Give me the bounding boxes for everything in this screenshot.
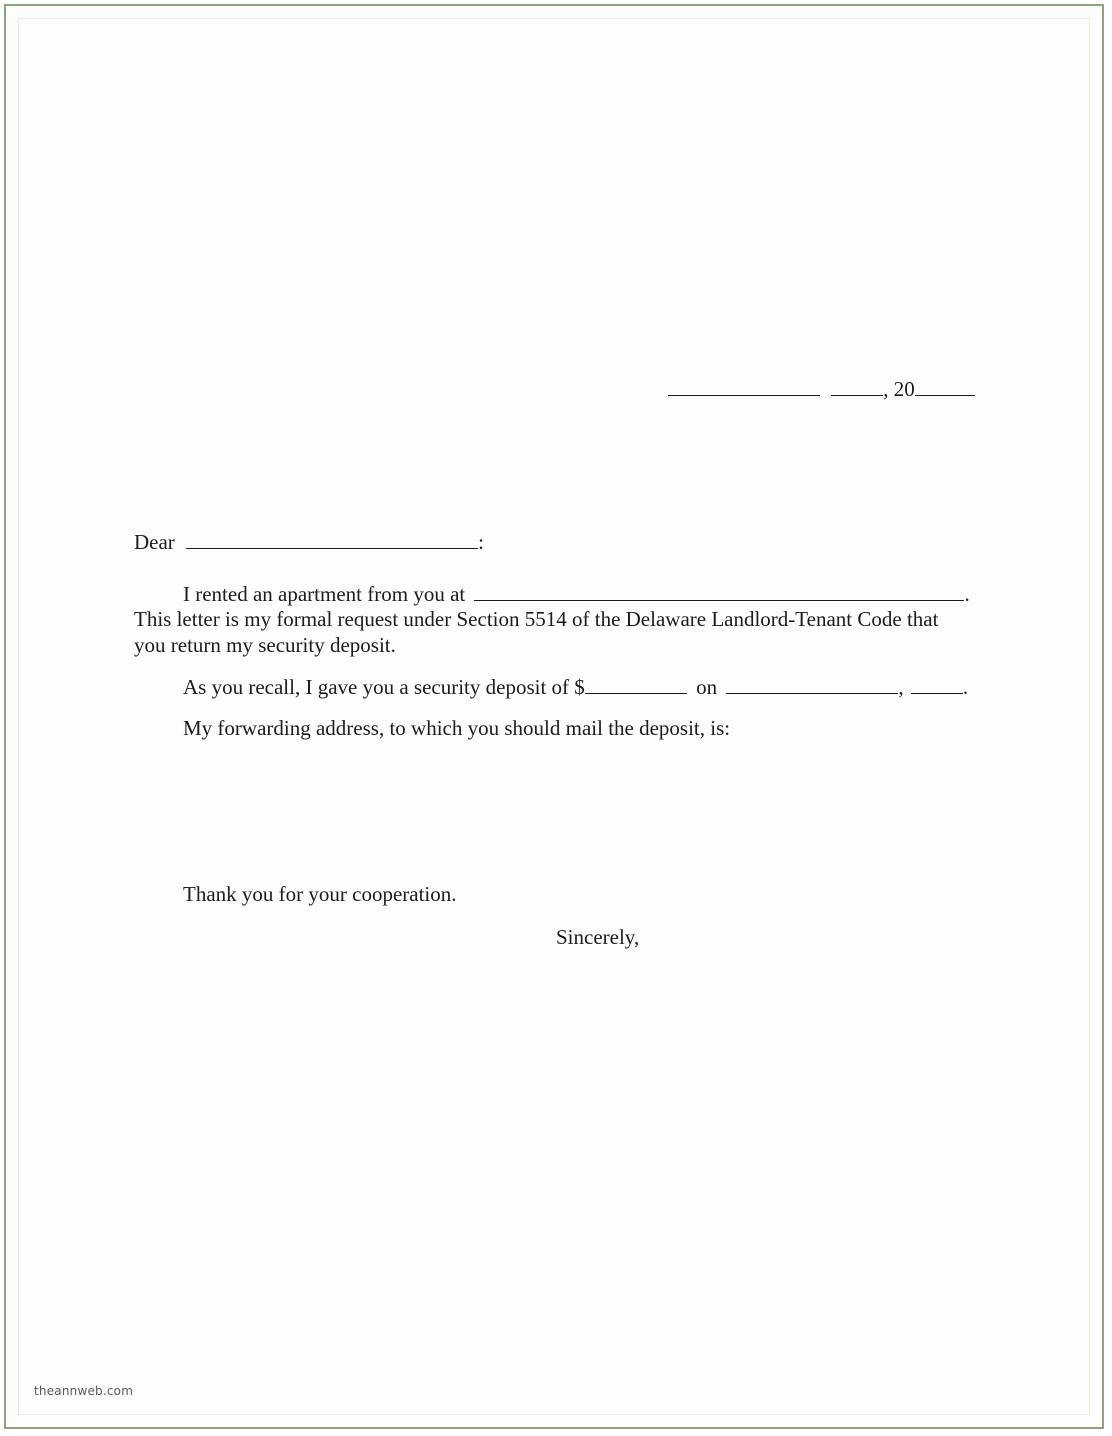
para1-line1-text: I rented an apartment from you at	[183, 582, 466, 606]
closing-line	[556, 924, 639, 950]
salutation-line	[134, 529, 484, 555]
para2-end: .	[962, 675, 969, 699]
para1-line1	[183, 581, 970, 607]
deposit-amount-blank	[585, 674, 687, 694]
deposit-date-blank	[726, 674, 898, 694]
date-month-blank	[668, 376, 820, 396]
date-year-prefix: , 20	[883, 377, 915, 401]
date-year-blank	[915, 376, 975, 396]
apartment-address-blank	[474, 581, 964, 601]
para3-text: My forwarding address, to which you should mail the deposit, is:	[183, 716, 731, 740]
para2-comma: ,	[898, 675, 904, 699]
para3-line	[183, 715, 730, 741]
recipient-name-blank	[186, 529, 478, 549]
para1-line3-text: you return my security deposit.	[134, 633, 396, 657]
para2-line	[183, 674, 968, 700]
date-line	[668, 376, 975, 402]
para1-line2	[134, 606, 938, 632]
closing-text: Sincerely,	[556, 925, 640, 949]
salutation-text: Dear	[134, 530, 175, 554]
para1-line1-end: .	[964, 582, 970, 606]
deposit-year-blank	[911, 674, 963, 694]
salutation-colon: :	[478, 530, 484, 554]
date-day-blank	[831, 376, 883, 396]
para1-line2-text: This letter is my formal request under Section 5514 of the Delaware Landlord-Tenant Code that	[134, 607, 939, 631]
para2-on-text: on	[696, 675, 718, 699]
watermark-text: theannweb.com	[34, 1384, 134, 1398]
para1-line3	[134, 632, 396, 658]
thanks-text: Thank you for your cooperation.	[183, 882, 457, 906]
thanks-line	[183, 881, 457, 907]
para2-start-text: As you recall, I gave you a security deposit of $	[183, 675, 585, 699]
